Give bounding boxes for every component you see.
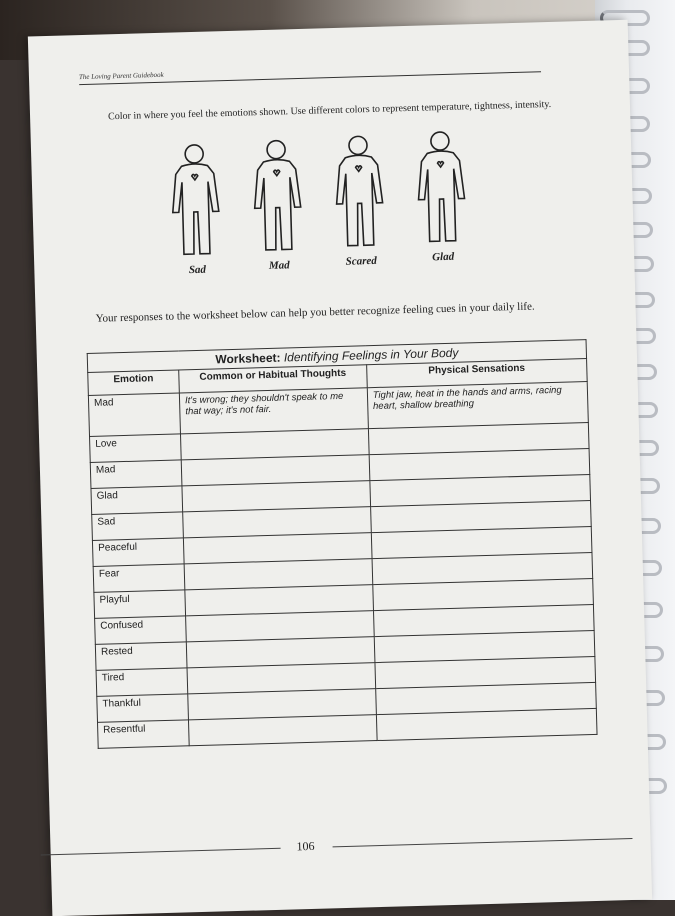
emotion-cell: Mad bbox=[90, 460, 182, 489]
emotion-cell: Playful bbox=[94, 590, 186, 619]
running-head: The Loving Parent Guidebook bbox=[78, 70, 164, 82]
emotion-cell: Resentful bbox=[98, 720, 190, 749]
emotion-cell: Thankful bbox=[97, 694, 189, 723]
column-header-sensations: Physical Sensations bbox=[366, 359, 587, 388]
sensations-cell[interactable] bbox=[376, 708, 597, 740]
sensations-cell[interactable]: Tight jaw, heat in the hands and arms, racing heart, shallow breathing bbox=[367, 382, 588, 429]
emotion-cell: Fear bbox=[93, 564, 185, 593]
figure-scared bbox=[325, 132, 395, 268]
thoughts-cell[interactable]: It's wrong; they shouldn't speak to me that way; it's not fair. bbox=[179, 388, 368, 434]
instructions-text: Color in where you feel the emotions shown. Use different colors to represent temperature, tightness, intensity. bbox=[107, 98, 552, 123]
figure-mad bbox=[243, 137, 313, 273]
column-header-thoughts: Common or Habitual Thoughts bbox=[179, 365, 367, 393]
body-outline-icon bbox=[161, 141, 230, 261]
emotion-cell: Tired bbox=[96, 668, 188, 697]
worksheet-title-bold: Worksheet: bbox=[215, 350, 281, 367]
body-outline-icon bbox=[243, 137, 312, 257]
figure-label-mad: Mad bbox=[268, 259, 290, 272]
responses-text: Your responses to the worksheet below can help you better recognize feeling cues in your daily life. bbox=[95, 300, 535, 325]
thoughts-cell[interactable] bbox=[188, 715, 376, 746]
figure-sad bbox=[161, 141, 231, 277]
body-outline-icon bbox=[407, 128, 476, 248]
figure-glad bbox=[407, 128, 477, 264]
emotion-cell: Confused bbox=[95, 616, 187, 645]
worksheet-table bbox=[87, 339, 598, 749]
body-figures bbox=[161, 134, 485, 293]
emotion-cell: Peaceful bbox=[92, 538, 184, 567]
emotion-cell: Glad bbox=[91, 486, 183, 515]
emotion-cell: Sad bbox=[92, 512, 184, 541]
worksheet-title-italic: Identifying Feelings in Your Body bbox=[283, 345, 459, 365]
footer-rule-left bbox=[41, 848, 281, 856]
emotion-cell: Love bbox=[90, 434, 182, 463]
book-page bbox=[28, 20, 652, 916]
column-header-emotion: Emotion bbox=[88, 370, 180, 396]
footer-rule-right bbox=[333, 838, 633, 847]
figure-label-scared: Scared bbox=[345, 254, 377, 268]
figure-label-sad: Sad bbox=[188, 263, 207, 277]
page-number: 106 bbox=[296, 838, 315, 854]
emotion-cell: Mad bbox=[88, 393, 180, 437]
body-outline-icon bbox=[325, 132, 394, 252]
emotion-cell: Rested bbox=[95, 642, 187, 671]
figure-label-glad: Glad bbox=[431, 250, 455, 264]
